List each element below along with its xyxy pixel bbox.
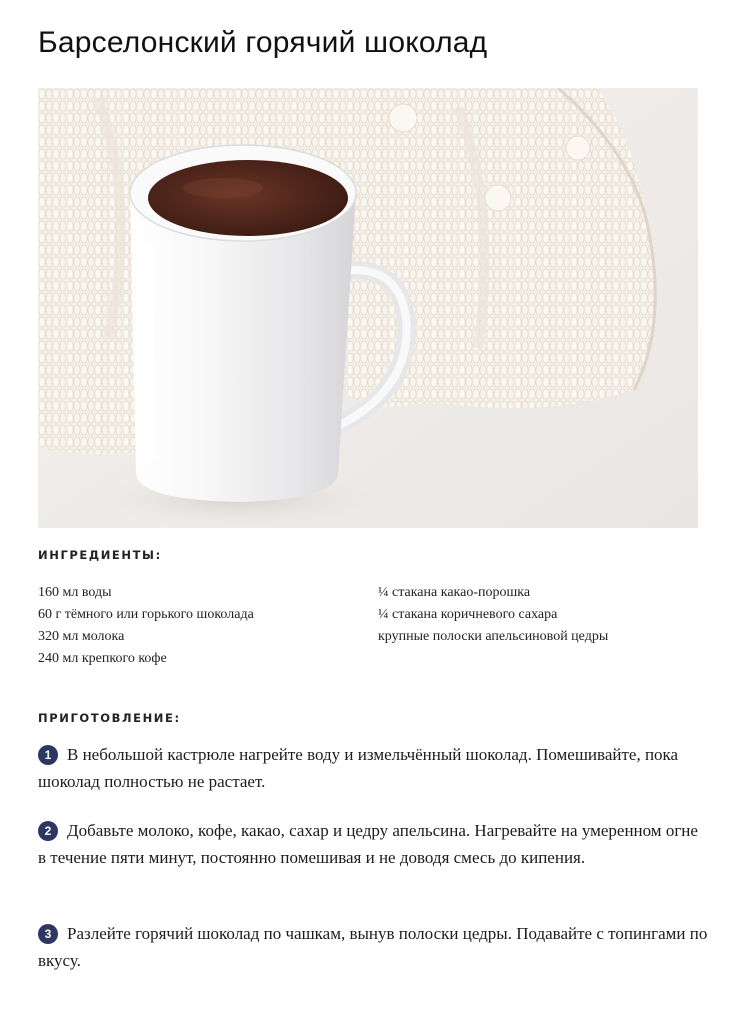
ingredient-item: крупные полоски апельсиновой цедры	[378, 629, 609, 644]
step-number-badge: 3	[38, 924, 58, 944]
step-number-badge: 1	[38, 745, 58, 765]
preparation-step	[38, 817, 708, 871]
ingredients-list-left	[38, 582, 358, 670]
step-text: Разлейте горячий шоколад по чашкам, вынув полоски цедры. Подавайте с топингами по вкусу.	[38, 924, 708, 970]
ingredient-item: 60 г тёмного или горького шоколада	[38, 607, 254, 622]
ingredients-list-right	[378, 582, 708, 648]
ingredient-item: ¼ стакана какао-порошка	[378, 585, 531, 600]
hot-chocolate-photo	[38, 88, 698, 528]
step-number-badge: 2	[38, 821, 58, 841]
page-title: Барселонский горячий шоколад	[38, 26, 488, 59]
step-text: В небольшой кастрюле нагрейте воду и измельчённый шоколад. Помешивайте, пока шоколад полностью не растает.	[38, 745, 679, 791]
preparation-step	[38, 741, 708, 795]
ingredient-item: ¼ стакана коричневого сахара	[378, 607, 558, 622]
ingredients-heading: ИНГРЕДИЕНТЫ:	[38, 548, 162, 562]
ingredient-item: 240 мл крепкого кофе	[38, 651, 167, 666]
ingredient-item: 320 мл молока	[38, 629, 125, 644]
step-text: Добавьте молоко, кофе, какао, сахар и цедру апельсина. Нагревайте на умеренном огне в течение пяти минут, постоянно помешивая и не доводя смесь до кипения.	[38, 821, 698, 867]
ingredient-item: 160 мл воды	[38, 585, 112, 600]
preparation-step	[38, 920, 708, 974]
preparation-heading: ПРИГОТОВЛЕНИЕ:	[38, 711, 181, 725]
